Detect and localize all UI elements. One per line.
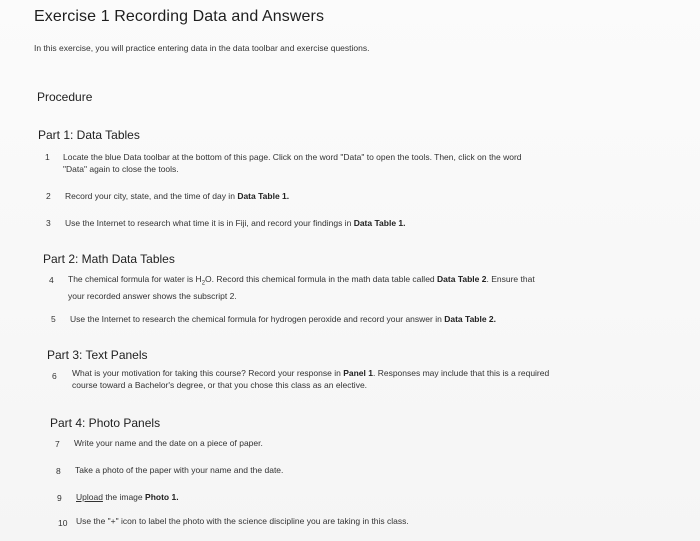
item-text: Record your city, state, and the time of day in: [65, 191, 235, 201]
intro-text: In this exercise, you will practice entering data in the data toolbar and exercise questions.: [34, 43, 370, 53]
item-number: 1: [45, 152, 50, 162]
item-text: Write your name and the date on a piece of paper.: [74, 438, 263, 448]
list-item: [65, 190, 289, 202]
item-text: Use the "+" icon to label the photo with the science discipline you are taking in this class.: [76, 516, 409, 526]
upload-link[interactable]: Upload: [76, 492, 103, 502]
item-emphasis: Panel 1: [343, 368, 373, 378]
list-item: [76, 491, 179, 503]
page-title: Exercise 1 Recording Data and Answers: [34, 8, 325, 25]
item-text: O. Record this chemical formula in the math data table called: [205, 274, 435, 284]
item-number: 10: [58, 518, 68, 528]
list-item: [63, 151, 603, 175]
item-emphasis: Photo 1.: [145, 492, 179, 502]
list-item: [70, 313, 496, 325]
list-item: [74, 437, 263, 449]
list-item: [75, 464, 283, 476]
item-text: Locate the blue Data toolbar at the bottom of this page. Click on the word "Data" to open the tools. Then, click on the word: [63, 152, 522, 162]
item-text: your recorded answer shows the subscript 2.: [68, 290, 237, 301]
item-text: Take a photo of the paper with your name and the date.: [75, 465, 284, 475]
item-emphasis: Data Table 1.: [353, 218, 406, 228]
list-item: [68, 273, 608, 302]
item-number: 4: [49, 275, 54, 285]
item-text: the image: [105, 492, 143, 502]
item-text: Use the Internet to research what time it is in Fiji, and record your findings in: [65, 218, 352, 228]
item-emphasis: Data Table 2: [437, 274, 487, 284]
item-text: "Data" again to close the tools.: [63, 164, 179, 174]
part-4-heading: Part 4: Photo Panels: [50, 416, 161, 430]
part-2-heading: Part 2: Math Data Tables: [43, 252, 175, 266]
item-text: Use the Internet to research the chemical formula for hydrogen peroxide and record your answer in: [70, 314, 442, 324]
item-number: 8: [56, 466, 61, 476]
item-number: 3: [46, 218, 51, 228]
item-number: 9: [57, 493, 62, 503]
item-text: course toward a Bachelor's degree, or that you chose this class as an elective.: [72, 380, 368, 390]
subscript: 2: [201, 280, 206, 287]
item-text: . Responses may include that this is a required: [372, 368, 550, 378]
part-1-heading: Part 1: Data Tables: [38, 128, 140, 142]
item-text: What is your motivation for taking this course? Record your response in: [72, 368, 341, 378]
item-emphasis: Data Table 2.: [444, 314, 497, 324]
item-number: 6: [52, 371, 57, 381]
item-number: 5: [51, 314, 56, 324]
item-number: 7: [55, 439, 60, 449]
list-item: [76, 515, 409, 527]
item-text: . Ensure that: [486, 274, 535, 284]
item-text: The chemical formula for water is H: [68, 274, 202, 284]
list-item: [72, 367, 612, 391]
procedure-heading: Procedure: [37, 90, 93, 104]
part-3-heading: Part 3: Text Panels: [47, 348, 148, 362]
list-item: [65, 217, 406, 229]
item-emphasis: Data Table 1.: [237, 191, 290, 201]
item-number: 2: [46, 191, 51, 201]
